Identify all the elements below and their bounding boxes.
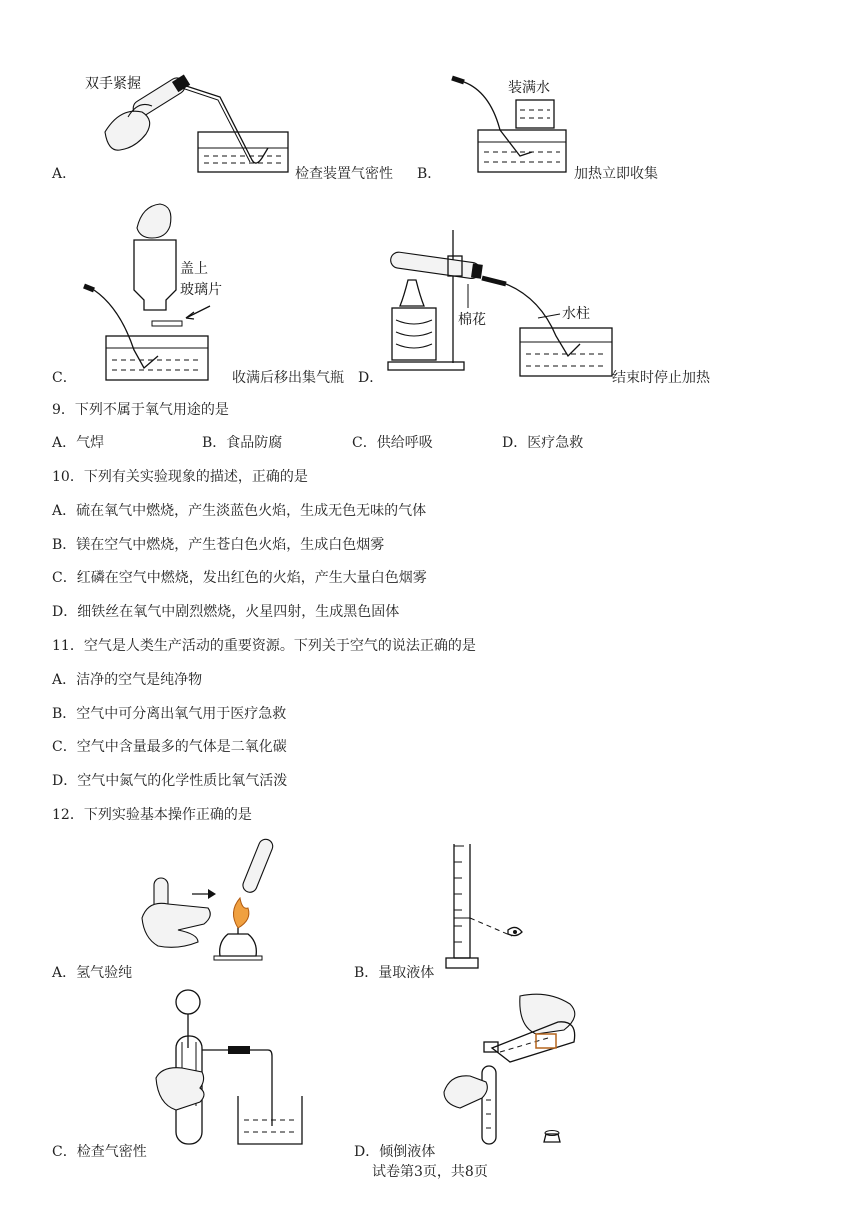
q12-option-a: A．氢气验纯 bbox=[52, 965, 133, 981]
q10-option-b: B．镁在空气中燃烧，产生苍白色火焰，生成白色烟雾 bbox=[52, 537, 385, 553]
q9-option-c: C．供给呼吸 bbox=[352, 435, 433, 451]
q11-option-a: A．洁净的空气是纯净物 bbox=[52, 672, 203, 688]
q8-option-c-letter: C． bbox=[52, 370, 77, 386]
q9-option-d: D．医疗急救 bbox=[502, 435, 584, 451]
q8-figure-a bbox=[80, 62, 295, 180]
q11-option-c: C．空气中含量最多的气体是二氧化碳 bbox=[52, 739, 287, 755]
q8-figure-a-label: 双手紧握 bbox=[85, 76, 141, 92]
q11-stem: 11．空气是人类生产活动的重要资源。下列关于空气的说法正确的是 bbox=[52, 638, 476, 654]
q8-figure-c-label-1: 盖上 bbox=[180, 261, 208, 277]
q9-stem: 9．下列不属于氧气用途的是 bbox=[52, 402, 229, 418]
q8-figure-c bbox=[82, 198, 227, 383]
q8-option-a-letter: A． bbox=[52, 166, 77, 182]
q8-figure-b bbox=[450, 70, 570, 180]
q8-figure-c-label-2: 玻璃片 bbox=[180, 282, 222, 298]
q8-option-a-caption: 检查装置气密性 bbox=[295, 166, 393, 182]
q10-option-a: A．硫在氧气中燃烧，产生淡蓝色火焰，生成无色无味的气体 bbox=[52, 503, 427, 519]
q12-figure-b bbox=[440, 842, 540, 974]
q11-option-b: B．空气中可分离出氧气用于医疗急救 bbox=[52, 706, 287, 722]
q10-option-c: C．红磷在空气中燃烧，发出红色的火焰，产生大量白色烟雾 bbox=[52, 570, 427, 586]
q11-option-d: D．空气中氮气的化学性质比氧气活泼 bbox=[52, 773, 288, 789]
q9-option-a: A．气焊 bbox=[52, 435, 105, 451]
q12-figure-d bbox=[440, 990, 590, 1146]
q8-option-d-caption: 结束时停止加热 bbox=[612, 370, 710, 386]
q8-option-b-caption: 加热立即收集 bbox=[574, 166, 658, 182]
q10-option-d: D．细铁丝在氧气中剧烈燃烧，火星四射，生成黑色固体 bbox=[52, 604, 400, 620]
q8-figure-d bbox=[380, 228, 616, 388]
q8-option-c-caption: 收满后移出集气瓶 bbox=[232, 370, 344, 386]
q9-option-b: B．食品防腐 bbox=[202, 435, 283, 451]
q8-option-d-letter: D． bbox=[358, 370, 384, 386]
q12-option-b: B．量取液体 bbox=[354, 965, 435, 981]
q8-option-b-letter: B． bbox=[417, 166, 442, 182]
q12-stem: 12．下列实验基本操作正确的是 bbox=[52, 807, 252, 823]
q8-figure-b-label: 装满水 bbox=[508, 80, 550, 96]
q8-figure-d-label-1: 棉花 bbox=[458, 312, 486, 328]
q12-option-d: D．倾倒液体 bbox=[354, 1144, 436, 1160]
q8-figure-d-label-2: 水柱 bbox=[562, 306, 590, 322]
q12-figure-a bbox=[138, 838, 288, 968]
q10-stem: 10．下列有关实验现象的描述，正确的是 bbox=[52, 469, 308, 485]
q12-option-c: C．检查气密性 bbox=[52, 1144, 147, 1160]
page-footer: 试卷第3页，共8页 bbox=[372, 1164, 488, 1180]
q12-figure-c bbox=[152, 986, 312, 1148]
